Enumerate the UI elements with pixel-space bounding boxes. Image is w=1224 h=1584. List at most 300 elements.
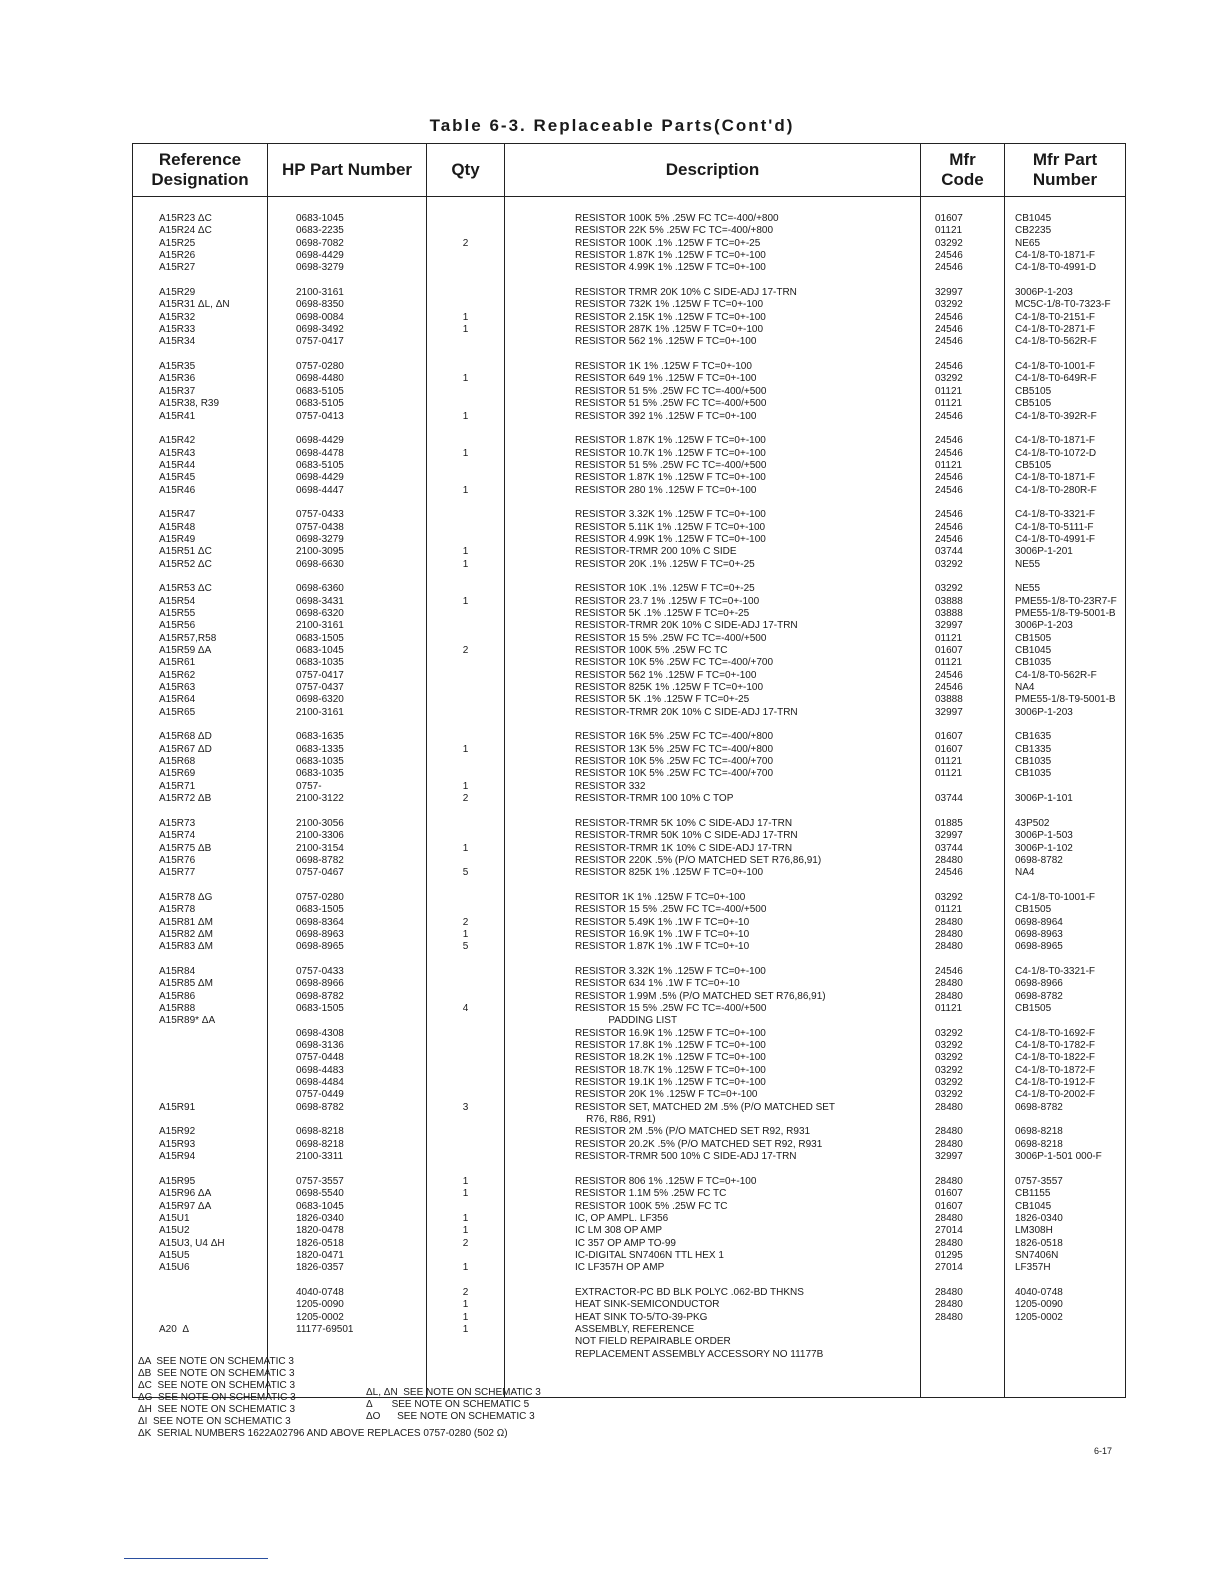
qty xyxy=(427,731,504,743)
row-gap xyxy=(1015,1163,1125,1175)
description: NOT FIELD REPAIRABLE ORDER xyxy=(575,1336,731,1348)
mfr-code: 01121 xyxy=(935,225,963,237)
header-description: Description xyxy=(505,144,921,197)
hp-part-number: 0698-6630 xyxy=(296,558,344,570)
mfr-code: 28480 xyxy=(935,928,963,940)
description: IC LM 308 OP AMP xyxy=(575,1225,663,1237)
qty xyxy=(427,966,504,978)
mfr-code: 28480 xyxy=(935,990,963,1002)
mfr-code: 03744 xyxy=(935,793,963,805)
ref-designation: A15R57,R58 xyxy=(159,632,217,644)
hp-part-number: 0698-3431 xyxy=(296,595,344,607)
mfr-part-number: C4-1/8-T0-2151-F xyxy=(1015,311,1096,323)
description: RESISTOR 100K .1% .125W F TC=0+-25 xyxy=(575,237,761,249)
qty: 2 xyxy=(462,645,469,657)
mfr-part-number: C4-1/8-T0-1871-F xyxy=(1015,472,1096,484)
description: RESISTOR 20.2K .5% (P/O MATCHED SET R92, R931 xyxy=(575,1138,823,1150)
mfr-part-number: PME55-1/8-T9-5001-B xyxy=(1015,608,1116,619)
mfr-part-number: C4-1/8-T0-2002-F xyxy=(1015,1089,1096,1101)
description: RESISTOR-TRMR 100 10% C TOP xyxy=(575,793,734,805)
hp-part-number: 0698-3279 xyxy=(296,533,344,545)
description: RESISTOR 10K 5% .25W FC TC=-400/+700 xyxy=(575,657,774,669)
hp-part-number: 0757-0433 xyxy=(296,509,344,521)
mfr-part-number: C4-1/8-T0-3321-F xyxy=(1015,509,1096,521)
ref-designation: A15R86 xyxy=(159,990,196,1002)
mfr-code: 03292 xyxy=(935,1077,963,1089)
mfr-part-number xyxy=(1015,1349,1125,1361)
mfr-code xyxy=(935,781,1004,793)
hp-part-number: 1820-0478 xyxy=(296,1225,344,1237)
qty xyxy=(427,855,504,867)
ref-designation: A15R25 xyxy=(159,237,196,249)
qty xyxy=(427,1089,504,1101)
row-gap xyxy=(159,423,267,435)
row-gap xyxy=(575,571,920,583)
row-gap xyxy=(935,423,1004,435)
row-gap xyxy=(935,349,1004,361)
footnote: ΔG SEE NOTE ON SCHEMATIC 3 xyxy=(138,1392,296,1403)
row-gap xyxy=(427,571,504,583)
description: RESISTOR-TRMR 20K 10% C SIDE-ADJ 17-TRN xyxy=(575,620,798,632)
ref-designation xyxy=(159,1077,267,1089)
ref-designation: A15R41 xyxy=(159,410,196,422)
ref-designation: A15U5 xyxy=(159,1249,190,1261)
hp-part-number: 1826-0340 xyxy=(296,1212,344,1224)
row-gap xyxy=(296,880,426,892)
ref-designation: A15R56 xyxy=(159,620,196,632)
ref-designation: A15R97 ΔA xyxy=(159,1200,212,1212)
mfr-code: 01607 xyxy=(935,731,963,743)
mfr-part-number: C4-1/8-T0-1072-D xyxy=(1015,447,1097,459)
hp-part-number: 0683-5105 xyxy=(296,459,344,471)
mfr-code: 28480 xyxy=(935,1175,963,1187)
ref-designation: A15U2 xyxy=(159,1225,190,1237)
qty xyxy=(427,336,504,348)
mfr-code: 03888 xyxy=(935,608,963,619)
ref-designation: A15R65 xyxy=(159,706,196,718)
hp-part-number: 0757-0438 xyxy=(296,521,344,533)
mfr-code: 24546 xyxy=(935,521,963,533)
footnote: ΔC SEE NOTE ON SCHEMATIC 3 xyxy=(138,1380,296,1391)
mfr-part-number: 1826-0518 xyxy=(1015,1237,1063,1249)
mfr-part-number: C4-1/8-T0-4991-D xyxy=(1015,262,1097,274)
description: RESISTOR 1.87K 1% .1W F TC=0+-10 xyxy=(575,941,750,953)
qty: 1 xyxy=(462,1225,469,1237)
hp-part-number: 0698-8966 xyxy=(296,978,344,990)
description: RESISTOR 562 1% .125W F TC=0+-100 xyxy=(575,336,757,348)
row-gap xyxy=(1015,1275,1125,1287)
ref-designation xyxy=(159,1114,267,1126)
hp-part-number: 0698-4480 xyxy=(296,373,344,385)
qty xyxy=(427,583,504,595)
row-gap xyxy=(1015,880,1125,892)
mfr-code: 24546 xyxy=(935,509,963,521)
hp-part-number: 0683-5105 xyxy=(296,385,344,397)
ref-designation: A15R71 xyxy=(159,780,196,792)
ref-designation: A15R77 xyxy=(159,867,196,879)
ref-designation: A15R83 ΔM xyxy=(159,941,213,953)
description: RESISTOR-TRMR 5K 10% C SIDE-ADJ 17-TRN xyxy=(575,817,793,829)
description: RESISTOR 1.99M .5% (P/O MATCHED SET R76,86,91) xyxy=(575,990,826,1002)
row-gap xyxy=(427,275,504,287)
mfr-code: 01121 xyxy=(935,398,963,410)
description: RESISTOR 634 1% .1W F TC=0+-10 xyxy=(575,978,740,990)
mfr-code: 01121 xyxy=(935,657,963,669)
hp-part-number: 0698-8782 xyxy=(296,1101,344,1113)
mfr-part-number: CB1035 xyxy=(1015,756,1052,768)
description: RESISTOR 5K .1% .125W F TC=0+-25 xyxy=(575,694,750,706)
row-gap xyxy=(1015,349,1125,361)
mfr-code: 32997 xyxy=(935,830,963,842)
mfr-part-number: 0698-8964 xyxy=(1015,916,1063,928)
mfr-code: 32997 xyxy=(935,287,963,299)
mfr-code: 24546 xyxy=(935,336,963,348)
description: RESISTOR 10K 5% .25W FC TC=-400/+700 xyxy=(575,756,774,768)
mfr-part-number: C4-1/8-T0-4991-F xyxy=(1015,533,1096,545)
description: RESISTOR 51 5% .25W FC TC=-400/+500 xyxy=(575,385,767,397)
mfr-code: 24546 xyxy=(935,410,963,422)
description: RESISTOR 1.87K 1% .125W F TC=0+-100 xyxy=(575,250,766,262)
qty: 1 xyxy=(462,324,469,336)
qty: 2 xyxy=(462,237,469,249)
ref-designation: A15U3, U4 ΔH xyxy=(159,1237,225,1249)
qty xyxy=(427,398,504,410)
description: IC, OP AMPL. LF356 xyxy=(575,1212,669,1224)
mfr-code: 03292 xyxy=(935,1052,963,1064)
mfr-part-number: 43P502 xyxy=(1015,817,1050,829)
description: RESISTOR 825K 1% .125W F TC=0+-100 xyxy=(575,682,764,694)
hp-part-number: 0698-8218 xyxy=(296,1138,344,1150)
hp-part-number: 2100-3161 xyxy=(296,706,344,718)
row-gap xyxy=(1015,423,1125,435)
qty xyxy=(427,620,504,632)
mfr-code: 24546 xyxy=(935,472,963,484)
description: RESISTOR 17.8K 1% .125W F TC=0+-100 xyxy=(575,1040,766,1052)
hp-part-number: 0698-7082 xyxy=(296,237,344,249)
row-gap xyxy=(296,275,426,287)
qty xyxy=(427,1250,504,1262)
hp-part-number: 0698-3136 xyxy=(296,1040,344,1052)
hp-part-number: 0698-0084 xyxy=(296,311,344,323)
mfr-code: 28480 xyxy=(935,1101,963,1113)
description: RESISTOR 16.9K 1% .125W F TC=0+-100 xyxy=(575,1027,766,1039)
description: R76, R86, R91) xyxy=(575,1114,656,1126)
qty xyxy=(427,509,504,521)
bottom-rule xyxy=(124,1558,268,1559)
hp-part-number: 11177-69501 xyxy=(296,1323,354,1335)
mfr-code: 01607 xyxy=(935,213,963,224)
table-body-row xyxy=(133,197,1126,1398)
row-gap xyxy=(935,1163,1004,1175)
row-gap xyxy=(427,423,504,435)
description: RESISTOR 392 1% .125W F TC=0+-100 xyxy=(575,410,757,422)
hp-part-number: 0698-4429 xyxy=(296,472,344,484)
mfr-part-number: 0698-8782 xyxy=(1015,854,1063,866)
description: EXTRACTOR-PC BD BLK POLYC .062-BD THKNS xyxy=(575,1286,804,1298)
mfr-part-number: 3006P-1-203 xyxy=(1015,706,1073,718)
mfr-part-number: 1205-0090 xyxy=(1015,1299,1063,1311)
description: RESISTOR 22K 5% .25W FC TC=-400/+800 xyxy=(575,225,774,237)
mfr-part-number: 3006P-1-501 000-F xyxy=(1015,1151,1102,1163)
ref-designation: A15R67 ΔD xyxy=(159,743,212,755)
qty: 2 xyxy=(462,1237,469,1249)
qty xyxy=(427,904,504,916)
ref-designation: A15R95 xyxy=(159,1175,196,1187)
description: RESISTOR 562 1% .125W F TC=0+-100 xyxy=(575,669,757,681)
ref-designation: A15R23 ΔC xyxy=(159,213,212,224)
mfr-part-number: C4-1/8-T0-649R-F xyxy=(1015,373,1097,385)
mfr-part-number: NE55 xyxy=(1015,583,1041,595)
description: RESISTOR 825K 1% .125W F TC=0+-100 xyxy=(575,867,764,879)
ref-designation: A15R52 ΔC xyxy=(159,558,212,570)
description: RESISTOR 10.7K 1% .125W F TC=0+-100 xyxy=(575,447,766,459)
qty: 1 xyxy=(462,1175,469,1187)
row-gap xyxy=(159,719,267,731)
ref-designation: A15R61 xyxy=(159,657,196,669)
footnote: ΔO SEE NOTE ON SCHEMATIC 3 xyxy=(366,1411,535,1422)
row-gap xyxy=(427,497,504,509)
row-gap xyxy=(427,1275,504,1287)
qty xyxy=(427,1114,504,1126)
mfr-code: 24546 xyxy=(935,965,963,977)
qty: 1 xyxy=(462,546,469,558)
footnote: ΔA SEE NOTE ON SCHEMATIC 3 xyxy=(138,1356,294,1367)
mfr-part-number: LF357H xyxy=(1015,1262,1051,1274)
mfr-code: 01121 xyxy=(935,632,963,644)
row-gap xyxy=(427,806,504,818)
qty: 1 xyxy=(462,410,469,422)
description: RESISTOR 5.11K 1% .125W F TC=0+-100 xyxy=(575,521,766,533)
ref-designation: A15R62 xyxy=(159,669,196,681)
qty xyxy=(427,1065,504,1077)
description: RESISTOR 100K 5% .25W FC TC xyxy=(575,645,728,657)
description: RESISTOR 806 1% .125W F TC=0+-100 xyxy=(575,1175,757,1187)
mfr-part-number: CB1045 xyxy=(1015,1200,1052,1212)
mfr-part-number: C4-1/8-T0-562R-F xyxy=(1015,669,1097,681)
description: RESISTOR 1.87K 1% .125W F TC=0+-100 xyxy=(575,472,766,484)
mfr-code: 01607 xyxy=(935,1188,963,1200)
hp-part-number: 0683-2235 xyxy=(296,225,344,237)
description: RESISTOR 732K 1% .125W F TC=0+-100 xyxy=(575,299,764,311)
description: IC LF357H OP AMP xyxy=(575,1262,665,1274)
mfr-code: 01121 xyxy=(935,768,963,780)
qty xyxy=(427,460,504,472)
description: RESISTOR 3.32K 1% .125W F TC=0+-100 xyxy=(575,965,766,977)
hp-part-number: 0757-0433 xyxy=(296,965,344,977)
hp-part-number: 0757- xyxy=(296,780,322,792)
description: RESISTOR 280 1% .125W F TC=0+-100 xyxy=(575,484,757,496)
ref-designation: A15R26 xyxy=(159,250,196,262)
ref-designation: A15R82 ΔM xyxy=(159,928,213,940)
hp-part-number: 2100-3154 xyxy=(296,842,344,854)
mfr-part-number: CB1035 xyxy=(1015,768,1052,780)
description: RESISTOR 100K 5% .25W FC TC=-400/+800 xyxy=(575,213,779,224)
ref-designation: A15R53 ΔC xyxy=(159,583,212,595)
row-gap xyxy=(296,1163,426,1175)
mfr-part-number: 3006P-1-203 xyxy=(1015,287,1073,299)
ref-designation xyxy=(159,1287,267,1299)
row-gap xyxy=(159,497,267,509)
ref-designation: A15R24 ΔC xyxy=(159,225,212,237)
hp-part-number: 0698-4308 xyxy=(296,1027,344,1039)
mfr-code: 24546 xyxy=(935,867,963,879)
qty: 2 xyxy=(462,793,469,805)
footnote: ΔK SERIAL NUMBERS 1622A02796 AND ABOVE REPLACES 0757-0280 (502 Ω) xyxy=(138,1428,508,1439)
mfr-part-number: 0698-8218 xyxy=(1015,1126,1063,1138)
hp-part-number: 0757-0467 xyxy=(296,867,344,879)
ref-designation: A15R73 xyxy=(159,817,196,829)
mfr-code: 24546 xyxy=(935,447,963,459)
mfr-code xyxy=(935,1336,1004,1348)
mfr-code: 01121 xyxy=(935,904,963,916)
hp-part-number: 0698-8218 xyxy=(296,1126,344,1138)
mfr-part-number: 0698-8965 xyxy=(1015,941,1063,953)
ref-designation: A15R32 xyxy=(159,311,196,323)
description: RESISTOR 23.7 1% .125W F TC=0+-100 xyxy=(575,595,760,607)
mfr-part-number: 3006P-1-203 xyxy=(1015,620,1073,632)
footnote: ΔI SEE NOTE ON SCHEMATIC 3 xyxy=(138,1416,291,1427)
qty xyxy=(427,1015,504,1027)
mfr-part-number: CB1035 xyxy=(1015,657,1052,669)
row-gap xyxy=(159,806,267,818)
description: PADDING LIST xyxy=(575,1015,678,1027)
footnote: Δ SEE NOTE ON SCHEMATIC 5 xyxy=(366,1399,530,1410)
mfr-code: 03888 xyxy=(935,694,963,706)
mfr-part-number xyxy=(1015,781,1125,793)
mfr-code: 24546 xyxy=(935,682,963,694)
ref-designation: A15R51 ΔC xyxy=(159,546,212,558)
page-number: 6-17 xyxy=(1094,1446,1113,1456)
description: RESISTOR 19.1K 1% .125W F TC=0+-100 xyxy=(575,1077,766,1089)
qty xyxy=(427,818,504,830)
description: ASSEMBLY, REFERENCE xyxy=(575,1323,695,1335)
ref-designation: A15R89* ΔA xyxy=(159,1015,216,1027)
ref-designation: A15R93 xyxy=(159,1138,196,1150)
description: RESISTOR 51 5% .25W FC TC=-400/+500 xyxy=(575,398,767,410)
row-gap xyxy=(296,806,426,818)
description: RESISTOR 13K 5% .25W FC TC=-400/+800 xyxy=(575,743,774,755)
mfr-part-number: 3006P-1-201 xyxy=(1015,546,1073,558)
description: RESISTOR-TRMR 500 10% C SIDE-ADJ 17-TRN xyxy=(575,1151,797,1163)
hp-part-number: 1205-0002 xyxy=(296,1311,344,1323)
mfr-part-number: CB2235 xyxy=(1015,225,1052,237)
qty xyxy=(427,1126,504,1138)
qty xyxy=(427,670,504,682)
ref-designation: A15R64 xyxy=(159,694,196,706)
mfr-code: 28480 xyxy=(935,1237,963,1249)
mfr-code: 24546 xyxy=(935,262,963,274)
qty xyxy=(427,608,504,620)
hp-part-number: 0757-0413 xyxy=(296,410,344,422)
mfr-code: 28480 xyxy=(935,854,963,866)
mfr-code: 32997 xyxy=(935,620,963,632)
qty: 5 xyxy=(462,867,469,879)
description: RESISTOR 18.2K 1% .125W F TC=0+-100 xyxy=(575,1052,766,1064)
column-mfr-part-number xyxy=(1005,197,1126,1398)
hp-part-number: 0698-8963 xyxy=(296,928,344,940)
description: RESISTOR SET, MATCHED 2M .5% (P/O MATCHED SET xyxy=(575,1101,836,1113)
description: RESISTOR TRMR 20K 10% C SIDE-ADJ 17-TRN xyxy=(575,287,797,299)
ref-designation: A15U6 xyxy=(159,1262,190,1274)
qty: 1 xyxy=(462,484,469,496)
ref-designation: A15R59 ΔA xyxy=(159,645,212,657)
row-gap xyxy=(427,880,504,892)
mfr-part-number: 3006P-1-101 xyxy=(1015,793,1073,805)
mfr-part-number: C4-1/8-T0-3321-F xyxy=(1015,965,1096,977)
mfr-part-number: NE55 xyxy=(1015,558,1041,570)
column-description xyxy=(505,197,921,1398)
mfr-code: 01121 xyxy=(935,756,963,768)
mfr-part-number: C4-1/8-T0-1872-F xyxy=(1015,1064,1096,1076)
mfr-part-number: C4-1/8-T0-280R-F xyxy=(1015,484,1097,496)
mfr-code: 32997 xyxy=(935,1151,963,1163)
mfr-part-number: CB1505 xyxy=(1015,1003,1052,1014)
hp-part-number: 0698-8782 xyxy=(296,990,344,1002)
mfr-code: 24546 xyxy=(935,324,963,336)
mfr-code: 03292 xyxy=(935,1064,963,1076)
replaceable-parts-table xyxy=(132,143,1126,1398)
column-hp-part-number xyxy=(268,197,427,1398)
ref-designation: A15R85 ΔM xyxy=(159,978,213,990)
description: RESISTOR-TRMR 50K 10% C SIDE-ADJ 17-TRN xyxy=(575,830,798,842)
hp-part-number: 0698-4484 xyxy=(296,1077,344,1089)
qty: 2 xyxy=(462,1286,469,1298)
hp-part-number xyxy=(296,1015,426,1027)
mfr-part-number: C4-1/8-T0-1912-F xyxy=(1015,1077,1096,1089)
hp-part-number: 0698-6320 xyxy=(296,608,344,619)
ref-designation: A15R75 ΔB xyxy=(159,842,212,854)
ref-designation: A15R63 xyxy=(159,682,196,694)
qty xyxy=(427,657,504,669)
hp-part-number: 0757-0417 xyxy=(296,669,344,681)
hp-part-number: 1826-0518 xyxy=(296,1237,344,1249)
ref-designation xyxy=(159,1052,267,1064)
row-gap xyxy=(935,880,1004,892)
qty xyxy=(427,978,504,990)
mfr-part-number: C4-1/8-T0-5111-F xyxy=(1015,521,1094,533)
mfr-part-number: 0698-8966 xyxy=(1015,978,1063,990)
qty xyxy=(427,386,504,398)
description: RESISTOR 20K 1% .125W F TC=0+-100 xyxy=(575,1089,758,1101)
ref-designation xyxy=(159,1089,267,1101)
mfr-code: 01607 xyxy=(935,645,963,657)
row-gap xyxy=(296,719,426,731)
ref-designation xyxy=(159,1028,267,1040)
hp-part-number: 1820-0471 xyxy=(296,1249,344,1261)
hp-part-number: 4040-0748 xyxy=(296,1286,344,1298)
mfr-code: 03292 xyxy=(935,1027,963,1039)
qty: 1 xyxy=(462,743,469,755)
row-gap xyxy=(575,954,920,966)
qty xyxy=(427,682,504,694)
qty: 1 xyxy=(462,1262,469,1274)
ref-designation: A15R36 xyxy=(159,373,196,385)
ref-designation: A15R34 xyxy=(159,336,196,348)
mfr-part-number: 0757-3557 xyxy=(1015,1175,1063,1187)
description: RESISTOR 15 5% .25W FC TC=-400/+500 xyxy=(575,1003,767,1014)
column-qty xyxy=(427,197,505,1398)
ref-designation: A15R72 ΔB xyxy=(159,793,212,805)
mfr-code: 24546 xyxy=(935,435,963,447)
mfr-code: 24546 xyxy=(935,361,963,373)
qty: 1 xyxy=(462,1311,469,1323)
row-gap xyxy=(935,806,1004,818)
hp-part-number: 0698-6360 xyxy=(296,583,344,595)
qty xyxy=(427,534,504,546)
mfr-part-number: C4-1/8-T0-1692-F xyxy=(1015,1027,1096,1039)
qty xyxy=(427,991,504,1003)
description: RESISTOR 649 1% .125W F TC=0+-100 xyxy=(575,373,757,385)
